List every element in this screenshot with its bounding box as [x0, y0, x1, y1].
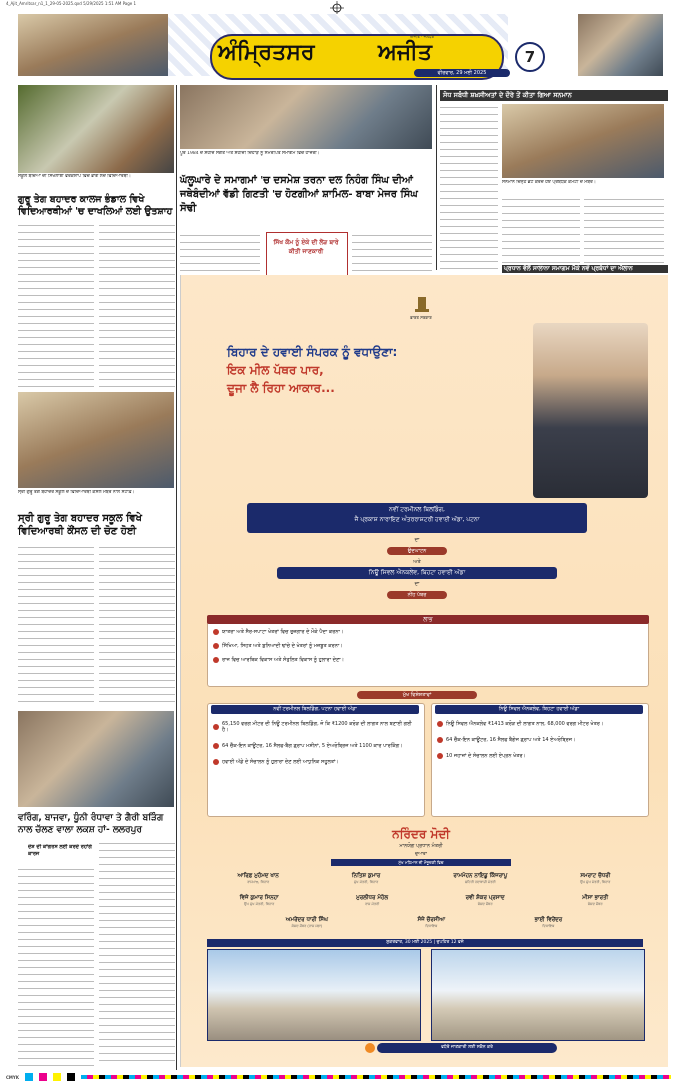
left-top-photo — [18, 85, 174, 173]
left-headline-3: ਵਰਿੰਗ, ਬਾਜਵਾ, ਧੂੰਨੀ ਰੰਧਾਵਾ ਤੇ ਗੈਰੀ ਬੜਿੰਗ ਨਾਲ ਚੱਲਣ ਵਾਲਾ ਲਕਸ਼ ਹਾਂ- ਲਲਰਪੁਰ — [18, 813, 164, 835]
pm-name: ਨਰਿੰਦਰ ਮੋਦੀ — [392, 827, 450, 841]
left-kicker: ਦੇਸ਼ ਦੀ ਕਾਂਗਰਸ ਲਈ ਕਰਦੇ ਰਹਾਂਗੇ ਕਾਰਜ — [28, 844, 92, 857]
left-body-col-5 — [18, 866, 94, 1066]
monument-photo — [578, 14, 663, 76]
right-body-col-1 — [440, 104, 498, 272]
feature-item: 65,150 ਵਰਗ ਮੀਟਰ ਦੀ ਨਿਊ ਟਰਮੀਨਲ ਬਿਲਡਿੰਗ, ਜੋ ਕਿ ₹1200 ਕਰੋੜ ਦੀ ਲਾਗਤ ਨਾਲ ਬਣਾਈ ਗਈ ਹੈ। — [213, 721, 417, 733]
advert-headline-1: ਬਿਹਾਰ ਦੇ ਹਵਾਈ ਸੰਪਰਕ ਨੂੰ ਵਧਾਉਣਾ: — [227, 345, 398, 359]
emblem-caption: ਭਾਰਤ ਸਰਕਾਰ — [410, 315, 432, 320]
masthead — [18, 14, 663, 82]
dignitary: ਸੰਜੇ ਚੌਰਸੀਆ ਵਿਧਾਇਕ — [417, 917, 446, 928]
left-body-col-1 — [18, 222, 94, 390]
left-top-caption: ਸਕੂਲ ਬੱਚਿਆਂ ਦੀ ਸਿਖਲਾਈ ਵਰਕਸ਼ਾਪ ਵਿਚ ਭਾਗ ਲੈਂਦੇ ਵਿਦਿਆਰਥੀ। — [18, 174, 131, 179]
features-head: ਮੁੱਖ ਵਿਸ਼ੇਸ਼ਤਾਵਾਂ — [357, 691, 477, 699]
left-body-col-2 — [99, 222, 175, 390]
dignitaries-row-2 — [201, 895, 647, 906]
dignitaries-row-3 — [241, 917, 607, 928]
print-slug: 4_Ajit_Amritsar_n1_1_29-05-2025.qxd 5/29/2025 1:51 AM Page 1 — [6, 1, 137, 6]
dignitary: ਰਵੀ ਸ਼ੰਕਰ ਪ੍ਰਸਾਦ ਸੰਸਦ ਮੈਂਬਰ — [465, 895, 505, 906]
right-headline-2: ਪ੍ਰਧਾਨ ਵੱਲੋਂ ਸਾਲਾਨਾ ਸਮਾਗਮ ਮੌਕੇ ਨਵੇਂ ਪ੍ਰਬੰਧਾਂ ਦਾ ਐਲਾਨ — [502, 265, 668, 273]
bullet-icon — [213, 759, 219, 765]
masthead-title-left: ਅੰਮ੍ਰਿਤਸਰ — [218, 40, 315, 65]
ate-label: ਅਤੇ — [413, 559, 421, 565]
feature-item: ਹਵਾਈ ਅੱਡੇ ਦੇ ਸੰਚਾਲਨ ਨੂੰ ਹੁਲਾਰਾ ਦੇਣ ਲਈ ਆਧੁਨਿਕ ਸਹੂਲਤਾਂ। — [213, 759, 417, 765]
right-photo-caption: ਸਨਮਾਨ ਚਿੰਨ੍ਹ ਭੇਟ ਕਰਦੇ ਹੋਏ ਪ੍ਰਬੰਧਕ ਕਮੇਟੀ ਦੇ ਮੈਂਬਰ। — [502, 180, 596, 185]
center-story-headline: ਘੱਲੂਘਾਰੇ ਦੇ ਸਮਾਗਮਾਂ 'ਚ ਦਸਮੇਸ਼ ਤਰਨਾ ਦਲ ਨਿਹੰਗ ਸਿੰਘ ਦੀਆਂ ਜਥੇਬੰਦੀਆਂ ਵੱਡੀ ਗਿਣਤੀ 'ਚ ਹੋਣਗੀਆਂ ਸ਼ਾਮਿਲ- ਬਾਬਾ ਮੇਜਰ ਸਿੰਘ ਸੋਢੀ — [180, 175, 418, 214]
patna-terminal-render — [207, 949, 421, 1041]
page-number: 7 — [515, 42, 545, 72]
masthead-date: ਵੀਰਵਾਰ, 29 ਮਈ 2025 — [414, 69, 510, 77]
pm-portrait — [533, 323, 648, 498]
bullet-icon — [437, 753, 443, 759]
bullet-icon — [437, 721, 443, 727]
column-rule — [176, 85, 177, 1070]
magenta-swatch — [39, 1073, 47, 1081]
feature-col-1-head: ਨਵੀਂ ਟਰਮੀਨਲ ਬਿਲਡਿੰਗ, ਪਟਨਾ ਹਵਾਈ ਅੱਡਾ — [211, 705, 419, 714]
dignitary: ਨਿਤਿਸ਼ ਕੁਮਾਰ ਮੁੱਖ ਮੰਤਰੀ, ਬਿਹਾਰ — [351, 873, 381, 884]
left-body-col-6 — [99, 840, 175, 1066]
column-rule — [436, 85, 437, 270]
feature-item: 10 ਜਹਾਜ਼ਾਂ ਦੇ ਸੰਚਾਲਨ ਲਈ ਏਪ੍ਰਨ ਖੇਤਰ। — [437, 753, 641, 759]
dignitary: ਵਿਜੇ ਕੁਮਾਰ ਸਿਨਹਾ ਉਪ ਮੁੱਖ ਮੰਤਰੀ, ਬਿਹਾਰ — [239, 895, 279, 906]
benefit-item: ਰਾਜ ਵਿਚ ਆਰਥਿਕ ਵਿਕਾਸ ਅਤੇ ਸੰਤੁਲਿਤ ਵਿਕਾਸ ਨੂੰ ਹੁਲਾਰਾ ਦੇਣਾ। — [213, 657, 643, 663]
advert-headline-2: ਇਕ ਮੀਲ ਪੱਥਰ ਪਾਰ, — [227, 363, 324, 377]
dignitary: ਆਰਿਫ਼ ਮੁਹੰਮਦ ਖਾਨ ਰਾਜਪਾਲ, ਬਿਹਾਰ — [237, 873, 279, 884]
pm-title: ਮਾਨਯੋਗ ਪ੍ਰਧਾਨ ਮੰਤਰੀ — [399, 843, 443, 849]
foundation-pill: ਨੀਂਹ ਪੱਥਰ — [387, 591, 447, 599]
benefits-head: ਲਾਭ — [207, 615, 649, 624]
date-strip: ਸ਼ੁਕਰਵਾਰ, 30 ਮਈ 2025 | ਦੁਪਹਿਰ 12 ਵਜੇ — [207, 939, 643, 947]
center-callout: ਸਿੱਖ ਕੌਮ ਨੂੰ ਏਕੇ ਦੀ ਲੋੜ ਬਾਰੇ ਕੀਤੀ ਜਾਣਕਾਰੀ — [273, 239, 339, 255]
chief-guests-label: ਮੁੱਖ ਮਹਿਮਾਨ ਦੀ ਮੌਜੂਦਗੀ ਵਿਚ — [331, 859, 511, 866]
emblem-icon — [409, 295, 435, 315]
left-body-col-3 — [18, 544, 94, 708]
scan-icon — [365, 1043, 375, 1053]
golden-temple-photo — [18, 14, 168, 76]
center-story-photo — [180, 85, 432, 149]
left-school-caption: ਸ੍ਰੀ ਗੁਰੂ ਤੇਗ ਬਹਾਦਰ ਸਕੂਲ ਦੇ ਵਿਦਿਆਰਥੀ ਕੌਂਸਲ ਮੈਂਬਰ ਨਾਲ ਸਟਾਫ਼। — [18, 490, 135, 495]
feature-item: 64 ਚੈੱਕ-ਇਨ ਕਾਊਂਟਰ, 16 ਸੈਲਫ ਬੈਗੇਜ ਡ੍ਰਾਪ ਅਤੇ 14 ਏਅਰੋਬ੍ਰਿਜ। — [437, 737, 641, 743]
right-photo — [502, 104, 664, 178]
benefit-item: ਯਾਤਰਾ ਅਤੇ ਸੈਰ-ਸਪਾਟਾ ਖੇਤਰਾਂ ਵਿਚ ਰੁਜ਼ਗਾਰ ਦੇ ਮੌਕੇ ਪੈਦਾ ਕਰਨਾ। — [213, 629, 643, 635]
dignitary: ਭਾਈ ਵਿਰੇਂਦਰ ਵਿਧਾਇਕ — [534, 917, 563, 928]
left-headline-1: ਗੁਰੂ ਤੇਗ ਬਹਾਦਰ ਕਾਲਜ ਭੰਡਾਲ ਵਿਖੇ ਵਿਦਿਆਰਥੀਆਂ 'ਚ ਦਾਖਲਿਆਂ ਲਈ ਉਤਸ਼ਾਹ — [18, 194, 173, 217]
features-1-list — [213, 721, 417, 765]
right-headline-top: ਸੋਧ ਸਬੰਧੀ ਸ਼ਖ਼ਸੀਅਤਾਂ ਦੇ ਦੌਰੇ ਤੋਂ ਕੀਤਾ ਗਿਆ ਸਨਮਾਨ — [440, 90, 668, 101]
advert — [180, 275, 668, 1067]
left-group-photo — [18, 711, 174, 807]
bullet-icon — [213, 724, 219, 730]
project-title-3: ਨਿਊ ਸਿਵਲ ਐਨਕਲੇਵ, ਬਿਹਟਾ ਹਵਾਈ ਅੱਡਾ — [277, 567, 557, 579]
bullet-icon — [213, 657, 219, 663]
advert-footer: ਵਧੇਰੇ ਜਾਣਕਾਰੀ ਲਈ ਸਕੈਨ ਕਰੋ — [377, 1043, 557, 1053]
bullet-icon — [213, 743, 219, 749]
dignitary: ਰਾਮਮੋਹਨ ਨਾਇਡੂ ਕਿੰਜਰਾਪੂ ਸ਼ਹਿਰੀ ਹਵਾਬਾਜ਼ੀ ਮੰਤਰੀ — [453, 873, 508, 884]
left-body-col-4 — [99, 544, 175, 708]
feature-item: ਨਿਊ ਸਿਵਲ ਐਨਕਲੇਵ ₹1413 ਕਰੋੜ ਦੀ ਲਾਗਤ ਨਾਲ, 68,000 ਵਰਗ ਮੀਟਰ ਖੇਤਰ। — [437, 721, 641, 727]
feature-col-2-head: ਨਿਊ ਸਿਵਲ ਐਨਕਲੇਵ, ਬਿਹਟਾ ਹਵਾਈ ਅੱਡਾ — [435, 705, 643, 714]
bullet-icon — [213, 629, 219, 635]
masthead-title-right: ਅਜੀਤ — [378, 40, 432, 65]
black-swatch — [67, 1073, 75, 1081]
da-label-2: ਦਾ — [414, 581, 420, 587]
right-body-col-2 — [502, 196, 580, 264]
project-title-2: ਜੈ ਪ੍ਰਕਾਸ਼ ਨਾਰਾਇਣ ਅੰਤਰਰਾਸ਼ਟਰੀ ਹਵਾਈ ਅੱਡਾ, ਪਟਨਾ — [354, 516, 480, 523]
benefit-item: ਸਿੱਖਿਆ, ਸਿਹਤ ਅਤੇ ਬੁਨਿਆਦੀ ਢਾਂਚੇ ਦੇ ਖੇਤਰਾਂ ਨੂੰ ਮਜ਼ਬੂਤ ਕਰਨਾ। — [213, 643, 643, 649]
features-2-list — [437, 721, 641, 759]
cyan-swatch — [25, 1073, 33, 1081]
bihta-terminal-render — [431, 949, 645, 1041]
advert-headline-3: ਦੂਜਾ ਲੈ ਰਿਹਾ ਆਕਾਰ... — [227, 381, 335, 395]
right-body-col-3 — [584, 196, 664, 264]
inauguration-pill: ਉਦਘਾਟਨ — [387, 547, 447, 555]
feature-item: 64 ਚੈੱਕ-ਇਨ ਕਾਊਂਟਰ, 16 ਸੈਲਫ-ਬੈਗ ਡ੍ਰਾਪ ਮਸ਼ੀਨਾਂ, 5 ਏਅਰੋਬ੍ਰਿਜ ਅਤੇ 1100 ਕਾਰ ਪਾਰਕਿੰਗ। — [213, 743, 417, 749]
bullet-icon — [213, 643, 219, 649]
color-strip — [81, 1075, 671, 1079]
da-label-1: ਦਾ — [414, 537, 420, 543]
dignitary: ਮੀਸਾ ਭਾਰਤੀ ਸੰਸਦ ਮੈਂਬਰ — [582, 895, 609, 906]
benefits-list — [213, 629, 643, 663]
dignitary: ਮੁਰਲੀਧਰ ਮੋਹੋਲ ਰਾਜ ਮੰਤਰੀ — [356, 895, 389, 906]
color-bar-label: CMYK — [6, 1074, 19, 1080]
yellow-swatch — [53, 1073, 61, 1081]
bullet-icon — [437, 737, 443, 743]
dignitary: ਅਮਰੇਂਦਰ ਧਾਰੀ ਸਿੰਘ ਸੰਸਦ ਮੈਂਬਰ (ਰਾਜ ਸਭਾ) — [285, 917, 329, 928]
color-bar — [6, 1072, 671, 1082]
masthead-edition: ਅਜੀਤ · ਜਲੰਧਰ — [410, 34, 434, 39]
left-school-photo — [18, 392, 174, 488]
center-story-caption: ਪੂਰ 1984 ਦੇ ਸ਼ਹੀਦ ਸੰਗਤ ਅਤੇ ਸ਼ਹੀਦੀ ਦਿਹਾੜੇ ਨੂੰ ਸਮਰਪਿਤ ਸਮਾਗਮ ਵਿਚ ਹਾਜ਼ਰੀ। — [180, 151, 320, 156]
dignitaries-row-1 — [201, 873, 647, 884]
dignitary: ਸਮਰਾਟ ਚੌਧਰੀ ਉਪ ਮੁੱਖ ਮੰਤਰੀ, ਬਿਹਾਰ — [580, 873, 611, 884]
registration-mark-icon — [330, 0, 344, 14]
left-headline-2: ਸ੍ਰੀ ਗੁਰੂ ਤੇਗ ਬਹਾਦਰ ਸਕੂਲ ਵਿਖੇ ਵਿਦਿਆਰਥੀ ਕੌਂਸਲ ਦੀ ਚੋਣ ਹੋਈ — [18, 513, 142, 537]
project-title-1: ਨਵੀਂ ਟਰਮੀਨਲ ਬਿਲਡਿੰਗ, — [389, 506, 445, 513]
pm-sub: ਦੁਆਰਾ — [415, 852, 427, 857]
